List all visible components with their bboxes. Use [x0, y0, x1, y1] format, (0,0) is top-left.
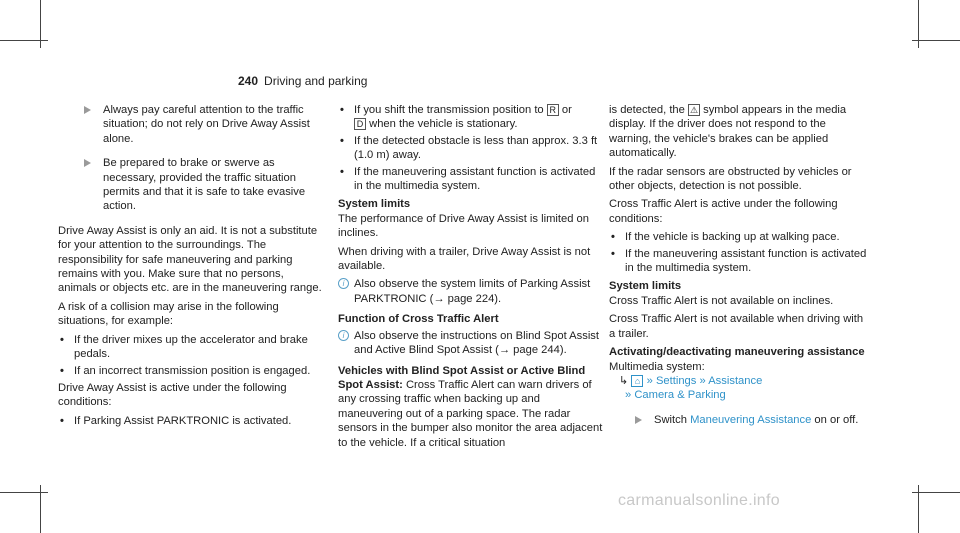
step-arrow-icon [84, 159, 91, 167]
page-header [238, 74, 367, 88]
menu-settings[interactable]: Settings [655, 374, 697, 387]
section-heading: System limits [609, 280, 682, 293]
bullet-icon: • [60, 364, 64, 377]
step-item: Switch Maneuvering Assistance on or off. [609, 413, 871, 427]
paragraph: is detected, the ⚠ symbol appears in the media display. If the driver does not respond to the warning, the vehicle's brakes can be applied automatically. [609, 104, 847, 160]
crop-mark [0, 40, 48, 41]
paragraph: Cross Traffic Alert is active under the following conditions: [609, 198, 838, 225]
watermark: carmanualsonline.info [618, 492, 780, 509]
column-2 [338, 103, 603, 454]
menu-assistance[interactable]: Assistance [708, 374, 763, 387]
section-heading: Function of Cross Traffic Alert [338, 313, 499, 326]
section-heading: System limits [338, 198, 411, 211]
chevron-right-icon: » [699, 374, 706, 387]
step-item: Be prepared to brake or swerve as necessary, provided the traffic situation permits and that it is safe to take evasive action. [58, 156, 323, 214]
gear-d-icon: D [354, 118, 366, 130]
paragraph: Drive Away Assist is active under the following conditions: [58, 381, 287, 409]
paragraph: The performance of Drive Away Assist is limited on inclines. [338, 212, 589, 240]
column-1 [58, 103, 323, 430]
info-icon: i [338, 330, 349, 341]
step-arrow-icon [635, 416, 642, 424]
bullet-item: • If an incorrect transmission position is engaged. [60, 364, 311, 377]
note-item: i Also observe the system limits of Parking Assist PARKTRONIC (→ page 224). [338, 277, 603, 306]
bullet-icon: • [340, 165, 344, 178]
maneuvering-assistance-link[interactable]: Maneuvering Assistance [690, 413, 812, 426]
menu-arrow-icon: ↳ [619, 374, 629, 387]
bullet-icon: • [611, 231, 615, 244]
crop-mark [0, 492, 48, 493]
chevron-right-icon: » [625, 389, 632, 402]
info-icon: i [338, 278, 349, 289]
step-item: Always pay careful attention to the traffic situation; do not rely on Drive Away Assist alone. [58, 103, 323, 146]
bullet-item: • If the detected obstacle is less than approx. 3.3 ft (1.0 m) away. [340, 134, 598, 162]
paragraph: When driving with a trailer, Drive Away Assist is not available. [338, 245, 591, 273]
paragraph: Cross Traffic Alert is not available when driving with a trailer. [609, 313, 864, 340]
home-icon[interactable]: ⌂ [631, 375, 643, 387]
menu-path [609, 374, 871, 403]
page-number: 240 [238, 74, 259, 88]
crop-mark [912, 40, 960, 41]
paragraph: Cross Traffic Alert is not available on inclines. [609, 294, 834, 307]
bullet-icon: • [60, 333, 64, 346]
bullet-item: • If the maneuvering assistant function is activated in the multimedia system. [340, 165, 596, 193]
paragraph: Vehicles with Blind Spot Assist or Active Blind Spot Assist: Cross Traffic Alert can warn drivers of any crossing traffic when backing up and maneuvering out of a parking space. The radar sensors in the bumper also monitor the area adjacent to the vehicle. If a critical situation [338, 364, 603, 449]
bullet-item: • If the driver mixes up the accelerator and brake pedals. [60, 333, 308, 361]
crop-mark [912, 492, 960, 493]
paragraph: If the radar sensors are obstructed by vehicles or other objects, detection is not possible. [609, 165, 852, 193]
column-3 [609, 103, 871, 437]
note-item: i Also observe the instructions on Blind Spot Assist and Active Blind Spot Assist (→ page 244). [338, 329, 603, 358]
section-title: Driving and parking [264, 74, 368, 88]
chevron-right-icon: » [646, 374, 653, 387]
bullet-item: • If Parking Assist PARKTRONIC is activated. [60, 414, 292, 427]
menu-camera-parking[interactable]: Camera & Parking [634, 389, 726, 402]
paragraph: Drive Away Assist is only an aid. It is not a substitute for your attention to the surroundings. The responsibility for safe maneuvering and parking remains with you. Make sure that no persons, animals or objects etc. are in the maneuvering range. [58, 224, 322, 295]
cross-traffic-warning-icon: ⚠ [689, 105, 699, 116]
section-heading: Activating/deactivating maneuvering assistance [609, 346, 865, 359]
bullet-icon: • [611, 247, 615, 260]
step-arrow-icon [84, 106, 91, 114]
bullet-icon: • [60, 414, 64, 427]
bullet-item: • If you shift the transmission position to R or D when the vehicle is stationary. [340, 104, 572, 131]
bullet-icon: • [340, 134, 344, 147]
bullet-icon: • [340, 104, 344, 116]
bullet-item: • If the maneuvering assistant function is activated in the multimedia system. [611, 247, 867, 275]
bullet-item: • If the vehicle is backing up at walking pace. [611, 231, 840, 244]
menu-label: Multimedia system: [609, 360, 705, 373]
gear-r-icon: R [547, 104, 559, 116]
paragraph: A risk of a collision may arise in the following situations, for example: [58, 300, 279, 328]
